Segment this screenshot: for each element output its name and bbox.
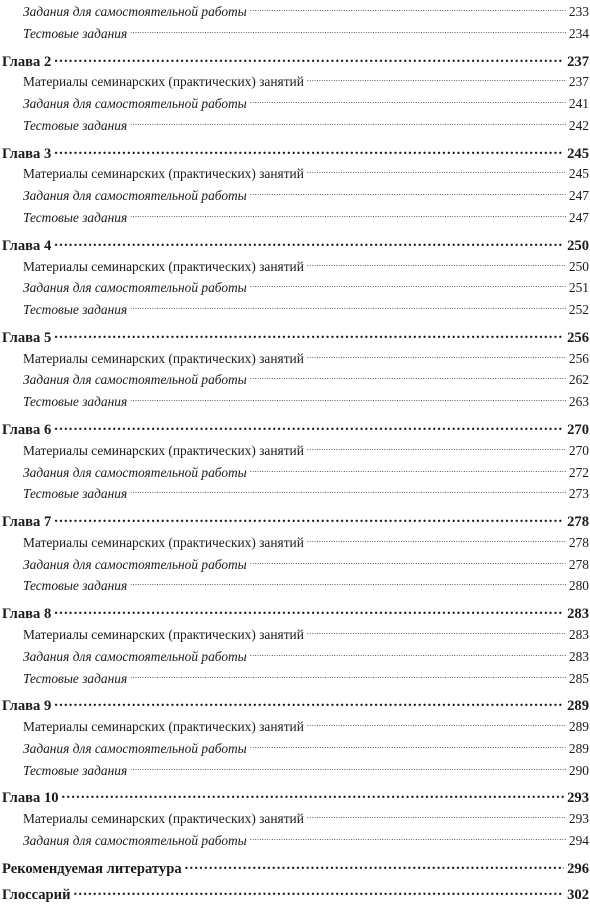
toc-section-entry bbox=[23, 370, 589, 388]
page-number: 285 bbox=[568, 670, 589, 686]
dot-leader bbox=[62, 786, 565, 802]
toc-chapter-entry bbox=[2, 883, 589, 904]
toc-section-entry bbox=[23, 164, 589, 182]
dot-leader bbox=[74, 883, 565, 899]
page-number: 289 bbox=[568, 719, 589, 734]
chapter-title: Глава 10 bbox=[2, 790, 59, 807]
page-number: 273 bbox=[568, 486, 589, 502]
page-number: 237 bbox=[567, 53, 589, 70]
section-title: Задания для самостоятельной работы bbox=[23, 556, 247, 572]
toc-section-entry bbox=[23, 669, 589, 687]
chapter-title: Глава 9 bbox=[2, 698, 52, 715]
toc-chapter-entry bbox=[2, 142, 589, 163]
page-number: 250 bbox=[567, 237, 589, 254]
toc-section-entry bbox=[23, 349, 589, 367]
dot-leader bbox=[307, 809, 566, 823]
dot-leader bbox=[250, 94, 566, 108]
dot-leader bbox=[307, 625, 566, 639]
dot-leader bbox=[307, 717, 566, 731]
page-number: 278 bbox=[568, 556, 589, 572]
toc-section-entry bbox=[23, 300, 589, 318]
page-number: 283 bbox=[568, 648, 589, 664]
page-number: 283 bbox=[568, 626, 589, 642]
toc-section-entry bbox=[23, 717, 589, 735]
dot-leader bbox=[307, 164, 566, 178]
dot-leader bbox=[250, 555, 566, 569]
page-number: 294 bbox=[568, 832, 589, 848]
chapter-title: Рекомендуемая литература bbox=[2, 860, 182, 877]
dot-leader bbox=[54, 418, 564, 434]
dot-leader bbox=[250, 186, 566, 200]
toc-section-entry bbox=[23, 647, 589, 665]
toc-section-entry bbox=[23, 576, 589, 594]
chapter-title: Глава 6 bbox=[2, 421, 52, 438]
toc-chapter-entry bbox=[2, 694, 589, 715]
section-title: Тестовые задания bbox=[23, 670, 128, 686]
section-title: Тестовые задания bbox=[23, 486, 128, 502]
page-number: 237 bbox=[568, 74, 589, 90]
dot-leader bbox=[130, 761, 566, 775]
section-title: Задания для самостоятельной работы bbox=[23, 832, 247, 848]
dot-leader bbox=[130, 576, 566, 590]
page-number: 272 bbox=[568, 464, 589, 480]
dot-leader bbox=[130, 669, 566, 683]
dot-leader bbox=[54, 510, 564, 526]
dot-leader bbox=[54, 326, 564, 342]
page-number: 278 bbox=[568, 534, 589, 550]
toc-section-entry bbox=[23, 831, 589, 849]
page-number: 302 bbox=[567, 887, 589, 904]
page-number: 280 bbox=[568, 578, 589, 594]
dot-leader bbox=[307, 533, 566, 547]
chapter-title: Глава 4 bbox=[2, 237, 52, 254]
dot-leader bbox=[54, 694, 564, 710]
chapter-title: Глава 2 bbox=[2, 53, 52, 70]
toc-chapter-entry bbox=[2, 510, 589, 531]
toc-section-entry bbox=[23, 739, 589, 757]
page-number: 252 bbox=[568, 302, 589, 318]
section-title: Задания для самостоятельной работы bbox=[23, 96, 247, 112]
section-title: Задания для самостоятельной работы bbox=[23, 372, 247, 388]
page-number: 247 bbox=[568, 210, 589, 225]
page-number: 283 bbox=[567, 606, 589, 623]
dot-leader bbox=[250, 278, 566, 292]
dot-leader bbox=[250, 647, 566, 661]
page-number: 290 bbox=[568, 762, 589, 778]
section-title: Тестовые задания bbox=[23, 210, 128, 225]
section-title: Задания для самостоятельной работы bbox=[23, 648, 247, 664]
dot-leader bbox=[250, 831, 566, 845]
section-title: Тестовые задания bbox=[23, 578, 128, 594]
page-number: 293 bbox=[568, 811, 589, 827]
dot-leader bbox=[130, 116, 566, 130]
chapter-title: Глава 5 bbox=[2, 329, 52, 346]
toc-chapter-entry bbox=[2, 602, 589, 623]
toc-section-entry bbox=[23, 2, 589, 20]
chapter-title: Глава 3 bbox=[2, 145, 52, 162]
section-title: Материалы семинарских (практических) занятий bbox=[23, 258, 304, 274]
section-title: Материалы семинарских (практических) занятий bbox=[23, 534, 304, 550]
dot-leader bbox=[130, 24, 566, 38]
page-number: 251 bbox=[568, 280, 589, 296]
toc-section-entry bbox=[23, 533, 589, 551]
section-title: Материалы семинарских (практических) занятий bbox=[23, 442, 304, 458]
toc-section-entry bbox=[23, 94, 589, 112]
toc-section-entry bbox=[23, 484, 589, 502]
toc-section-entry bbox=[23, 116, 589, 134]
dot-leader bbox=[250, 370, 566, 384]
toc-section-entry bbox=[23, 392, 589, 410]
toc-chapter-entry bbox=[2, 418, 589, 439]
page-number: 247 bbox=[568, 188, 589, 204]
section-title: Материалы семинарских (практических) занятий bbox=[23, 811, 304, 827]
toc-chapter-entry bbox=[2, 234, 589, 255]
page-number: 270 bbox=[567, 421, 589, 438]
section-title: Тестовые задания bbox=[23, 25, 128, 41]
dot-leader bbox=[307, 349, 566, 363]
dot-leader bbox=[250, 463, 566, 477]
page-number: 278 bbox=[567, 514, 589, 530]
toc-section-entry bbox=[23, 186, 589, 204]
dot-leader bbox=[250, 739, 566, 753]
section-title: Тестовые задания bbox=[23, 302, 128, 318]
page-number: 234 bbox=[568, 25, 589, 41]
toc-section-entry bbox=[23, 72, 589, 90]
dot-leader bbox=[130, 484, 566, 498]
section-title: Задания для самостоятельной работы bbox=[23, 280, 247, 296]
dot-leader bbox=[54, 50, 564, 66]
chapter-title: Глава 8 bbox=[2, 606, 52, 623]
chapter-title: Глава 7 bbox=[2, 514, 52, 530]
dot-leader bbox=[250, 2, 566, 16]
page-number: 256 bbox=[568, 350, 589, 366]
toc-chapter-entry bbox=[2, 50, 589, 71]
page-number: 256 bbox=[567, 329, 589, 346]
dot-leader bbox=[185, 857, 564, 873]
page-number: 296 bbox=[567, 860, 589, 877]
section-title: Материалы семинарских (практических) занятий bbox=[23, 166, 304, 182]
section-title: Тестовые задания bbox=[23, 117, 128, 133]
toc-section-entry bbox=[23, 809, 589, 827]
page-number: 233 bbox=[568, 4, 589, 19]
toc-section-entry bbox=[23, 441, 589, 459]
toc-section-entry bbox=[23, 555, 589, 573]
toc-section-entry bbox=[23, 257, 589, 275]
dot-leader bbox=[307, 441, 566, 455]
page-number: 245 bbox=[567, 145, 589, 162]
toc-section-entry bbox=[23, 278, 589, 296]
dot-leader bbox=[54, 142, 564, 158]
dot-leader bbox=[130, 392, 566, 406]
section-title: Задания для самостоятельной работы bbox=[23, 4, 247, 19]
page-number: 289 bbox=[567, 698, 589, 715]
toc-chapter-entry bbox=[2, 857, 589, 878]
toc-section-entry bbox=[23, 761, 589, 779]
dot-leader bbox=[130, 300, 566, 314]
toc-section-entry bbox=[23, 625, 589, 643]
page-number: 289 bbox=[568, 740, 589, 756]
page-number: 241 bbox=[568, 96, 589, 112]
dot-leader bbox=[54, 234, 564, 250]
page-number: 293 bbox=[567, 790, 589, 807]
dot-leader bbox=[307, 72, 566, 86]
chapter-title: Глоссарий bbox=[2, 887, 71, 904]
page-number: 270 bbox=[568, 442, 589, 458]
section-title: Тестовые задания bbox=[23, 394, 128, 410]
section-title: Задания для самостоятельной работы bbox=[23, 188, 247, 204]
page-number: 242 bbox=[568, 117, 589, 133]
toc-section-entry bbox=[23, 208, 589, 226]
dot-leader bbox=[130, 208, 566, 222]
toc-chapter-entry bbox=[2, 786, 589, 807]
section-title: Задания для самостоятельной работы bbox=[23, 740, 247, 756]
toc-section-entry bbox=[23, 463, 589, 481]
toc-chapter-entry bbox=[2, 326, 589, 347]
section-title: Материалы семинарских (практических) занятий bbox=[23, 626, 304, 642]
section-title: Материалы семинарских (практических) занятий bbox=[23, 74, 304, 90]
page-number: 263 bbox=[568, 394, 589, 410]
toc-section-entry bbox=[23, 24, 589, 42]
section-title: Задания для самостоятельной работы bbox=[23, 464, 247, 480]
page-number: 250 bbox=[568, 258, 589, 274]
page-number: 245 bbox=[568, 166, 589, 182]
section-title: Материалы семинарских (практических) занятий bbox=[23, 719, 304, 734]
dot-leader bbox=[54, 602, 564, 618]
section-title: Тестовые задания bbox=[23, 762, 128, 778]
page-number: 262 bbox=[568, 372, 589, 388]
section-title: Материалы семинарских (практических) занятий bbox=[23, 350, 304, 366]
dot-leader bbox=[307, 257, 566, 271]
